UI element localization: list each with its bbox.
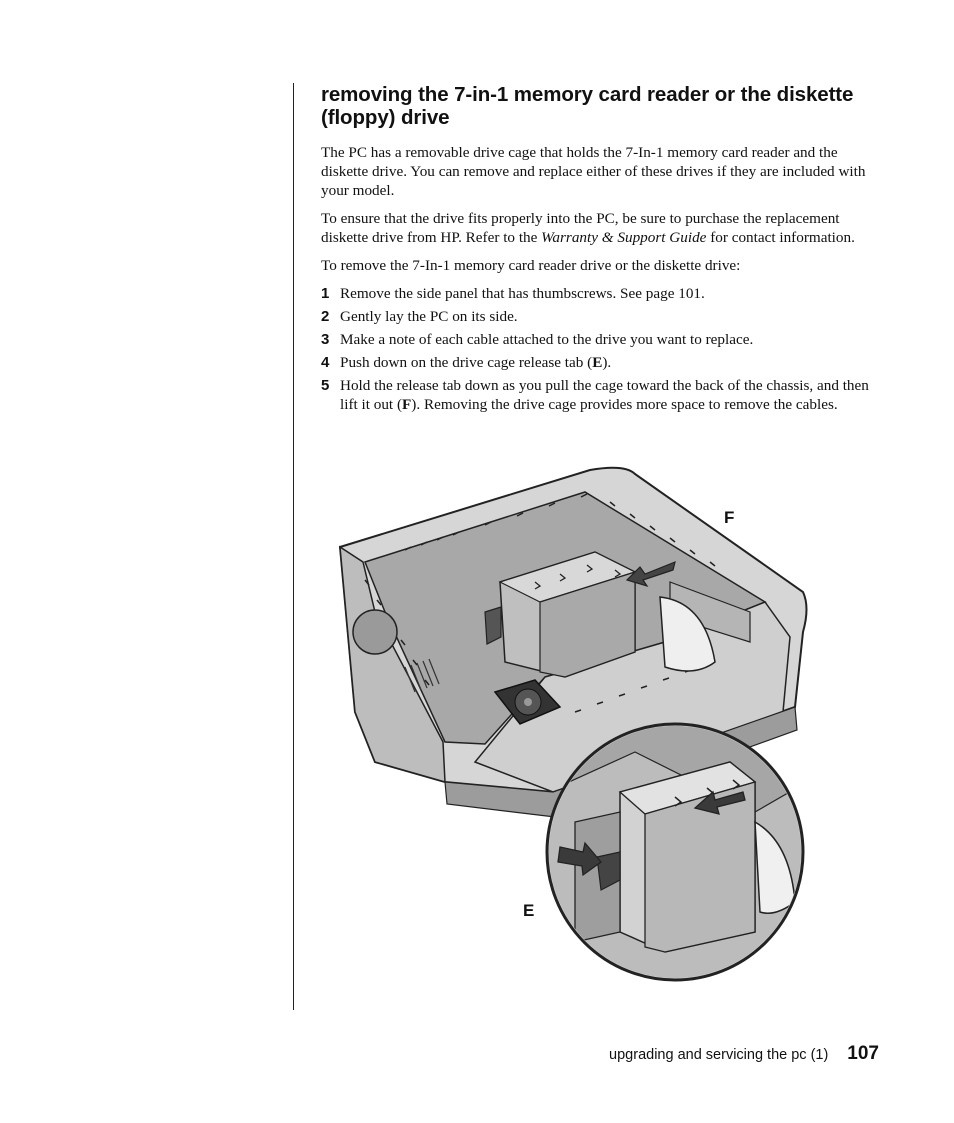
step-callout: F bbox=[402, 396, 412, 413]
step-text-after: ). Removing the drive cage provides more space to remove the cables. bbox=[411, 396, 838, 413]
step-item bbox=[321, 284, 883, 303]
page-footer bbox=[609, 1043, 879, 1065]
page-number: 107 bbox=[847, 1043, 879, 1064]
step-text-before: Hold the release tab down as you pull the cage toward the back of the chassis, and then lift it out ( bbox=[340, 377, 869, 413]
ensure-text-after: for contact information. bbox=[706, 229, 855, 246]
step-item bbox=[321, 307, 883, 326]
step-text: Remove the side panel that has thumbscrews. See page 101. bbox=[340, 285, 705, 302]
step-text: Make a note of each cable attached to the drive you want to replace. bbox=[340, 331, 754, 348]
step-item bbox=[321, 330, 883, 349]
ensure-paragraph bbox=[321, 209, 883, 247]
footer-section-title: upgrading and servicing the pc (1) bbox=[609, 1047, 829, 1063]
page-content bbox=[321, 83, 883, 418]
intro-paragraph: The PC has a removable drive cage that holds the 7-In-1 memory card reader and the diskette drive. You can remove and replace either of these drives if they are included with your model. bbox=[321, 144, 866, 199]
callout-f-label: F bbox=[724, 508, 735, 527]
lead-in-paragraph: To remove the 7-In-1 memory card reader drive or the diskette drive: bbox=[321, 257, 741, 274]
drive-cage-illustration bbox=[335, 462, 815, 987]
step-text: Gently lay the PC on its side. bbox=[340, 308, 518, 325]
step-number: 4 bbox=[321, 354, 330, 371]
guide-title: Warranty & Support Guide bbox=[541, 229, 707, 246]
pc-chassis-drawing bbox=[335, 462, 815, 987]
step-number: 5 bbox=[321, 377, 330, 394]
step-number: 2 bbox=[321, 308, 330, 325]
step-item bbox=[321, 353, 883, 372]
step-text-after: ). bbox=[602, 354, 612, 371]
callout-e-label: E bbox=[523, 901, 535, 920]
step-number: 3 bbox=[321, 331, 330, 348]
step-number: 1 bbox=[321, 285, 330, 302]
step-item bbox=[321, 376, 883, 414]
ensure-text-before: To ensure that the drive fits properly into the PC, be sure to purchase the replacement diskette drive from HP. Refer to the bbox=[321, 210, 840, 246]
steps-list bbox=[321, 284, 883, 414]
step-text-before: Push down on the drive cage release tab ( bbox=[340, 354, 593, 371]
margin-rule bbox=[293, 83, 294, 1010]
section-heading: removing the 7-in-1 memory card reader or the diskette (floppy) drive bbox=[321, 83, 854, 129]
step-callout: E bbox=[592, 354, 603, 371]
